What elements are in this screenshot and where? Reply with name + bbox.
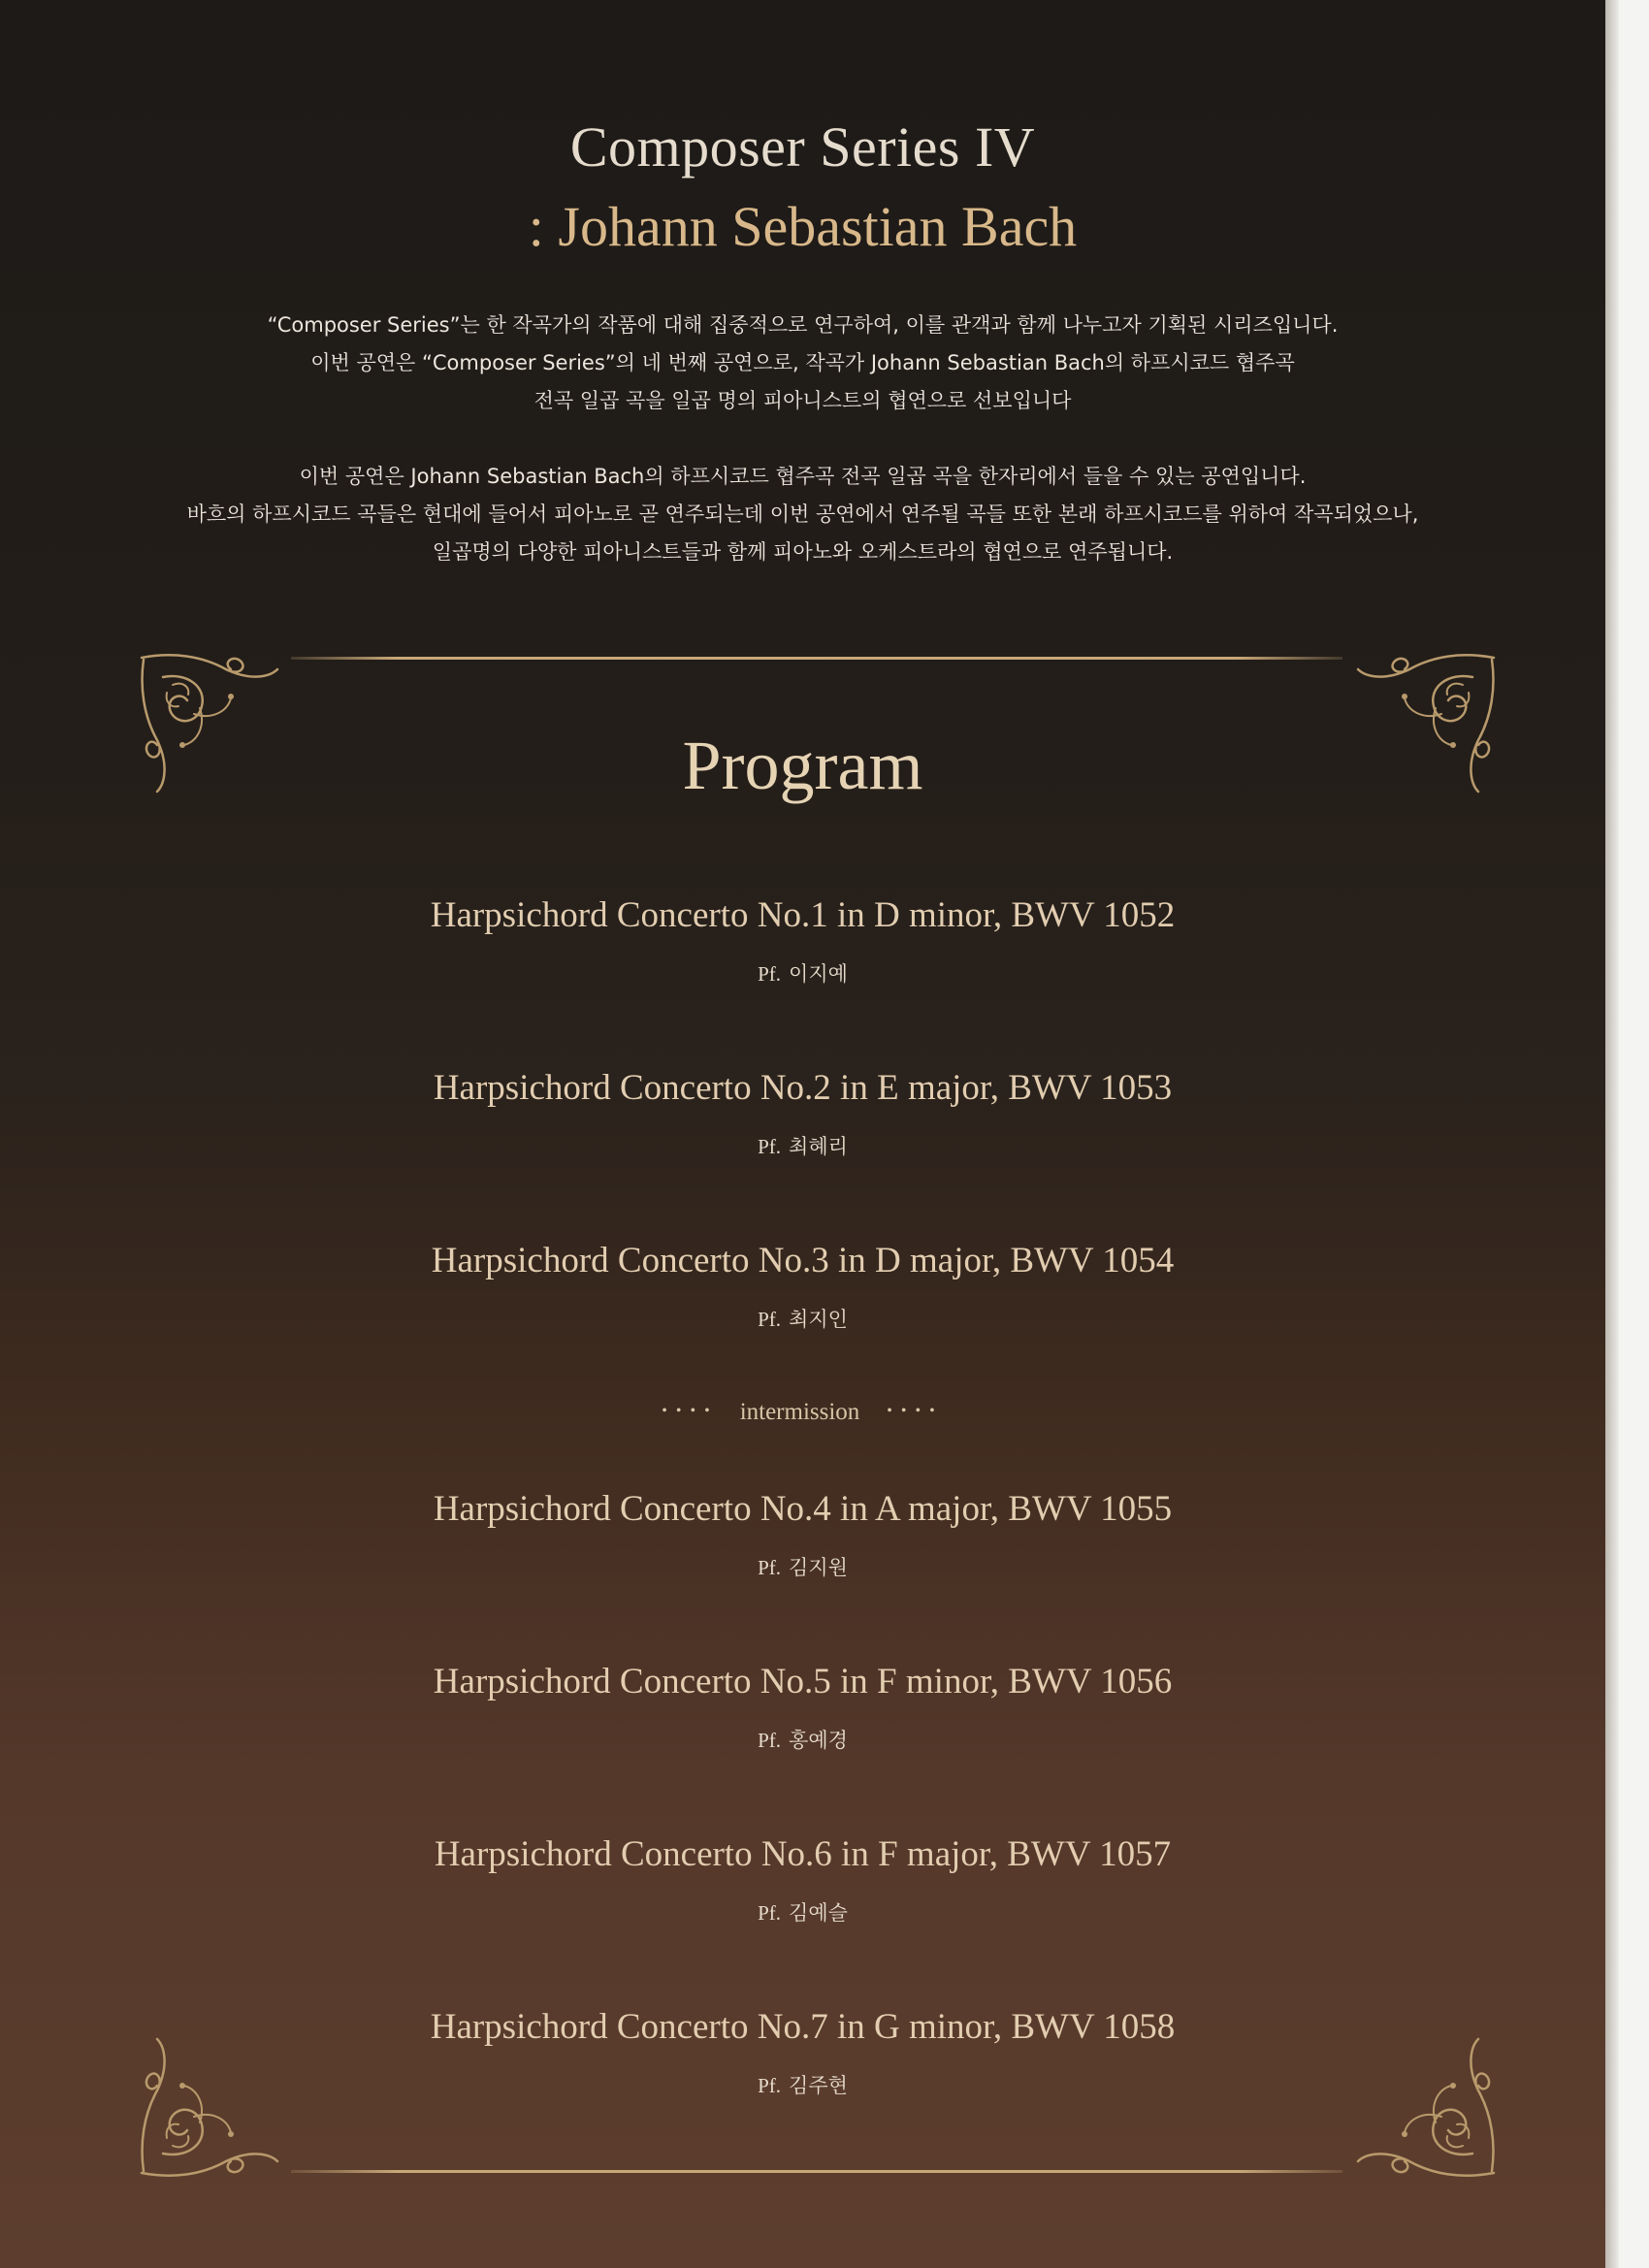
intro-paragraph-2 [0, 458, 1605, 571]
performer-name: 이지예 [789, 962, 848, 986]
page-title-composer: : Johann Sebastian Bach [528, 195, 1078, 258]
performer-name: 김지원 [789, 1556, 848, 1579]
program-piece-title: Harpsichord Concerto No.3 in D major, BWV 1054 [431, 1241, 1175, 1280]
program-performer [0, 1725, 1605, 1754]
program-performer [0, 1131, 1605, 1160]
performer-name: 김예슬 [789, 1901, 848, 1925]
pf-prefix: Pf. [758, 1135, 782, 1158]
program-performer [0, 1897, 1605, 1927]
intro-line: 바흐의 하프시코드 곡들은 현대에 들어서 피아노로 곧 연주되는데 이번 공연에서 연주될 곡들 또한 본래 하프시코드를 위하여 작곡되었으나, [186, 502, 1419, 526]
intro-line: “Composer Series”는 한 작곡가의 작품에 대해 집중적으로 연구하여, 이를 관객과 함께 나누고자 기획된 시리즈입니다. [267, 313, 1339, 337]
program-heading: Program [682, 727, 923, 804]
intermission-dots-right: •••• [887, 1403, 944, 1419]
pf-prefix: Pf. [758, 1729, 782, 1752]
intro-line: 이번 공연은 “Composer Series”의 네 번째 공연으로, 작곡가 Johann Sebastian Bach의 하프시코드 협주곡 [310, 351, 1295, 374]
intermission-dots-left: •••• [662, 1403, 719, 1419]
pf-prefix: Pf. [758, 1556, 782, 1579]
pf-prefix: Pf. [758, 1308, 782, 1331]
performer-name: 최지인 [789, 1308, 848, 1331]
intro-paragraph-1 [0, 307, 1605, 420]
program-piece-title: Harpsichord Concerto No.1 in D minor, BWV 1052 [430, 895, 1176, 935]
program-piece-title: Harpsichord Concerto No.7 in G minor, BWV 1058 [430, 2007, 1176, 2047]
intro-line: 전곡 일곱 곡을 일곱 명의 피아니스트의 협연으로 선보입니다 [534, 389, 1072, 412]
corner-flourish-icon [1346, 2027, 1502, 2183]
performer-name: 김주현 [789, 2074, 848, 2097]
paper-edge [1605, 0, 1619, 2268]
intro-line: 이번 공연은 Johann Sebastian Bach의 하프시코드 협주곡 전곡 일곱 곡을 한자리에서 들을 수 있는 공연입니다. [299, 465, 1307, 488]
program-piece-title: Harpsichord Concerto No.2 in E major, BWV 1053 [433, 1068, 1173, 1108]
page-title-series: Composer Series IV [569, 115, 1036, 178]
divider-bottom [291, 2170, 1342, 2173]
performer-name: 홍예경 [789, 1729, 848, 1752]
pf-prefix: Pf. [758, 2074, 782, 2097]
divider-top [291, 657, 1342, 660]
program-piece-title: Harpsichord Concerto No.6 in F major, BWV 1057 [434, 1834, 1172, 1874]
intermission-label: intermission [739, 1399, 860, 1425]
program-performer [0, 1552, 1605, 1581]
intermission [0, 1399, 1605, 1426]
program-performer [0, 958, 1605, 988]
performer-name: 최혜리 [789, 1135, 848, 1158]
intro-line: 일곱명의 다양한 피아니스트들과 함께 피아노와 오케스트라의 협연으로 연주됩니다. [432, 540, 1174, 564]
program-piece-title: Harpsichord Concerto No.5 in F minor, BWV 1056 [433, 1662, 1173, 1701]
program-performer [0, 1304, 1605, 1333]
pf-prefix: Pf. [758, 1901, 782, 1925]
corner-flourish-icon [134, 2027, 289, 2183]
program-piece-title: Harpsichord Concerto No.4 in A major, BWV 1055 [433, 1489, 1173, 1529]
pf-prefix: Pf. [758, 962, 782, 986]
